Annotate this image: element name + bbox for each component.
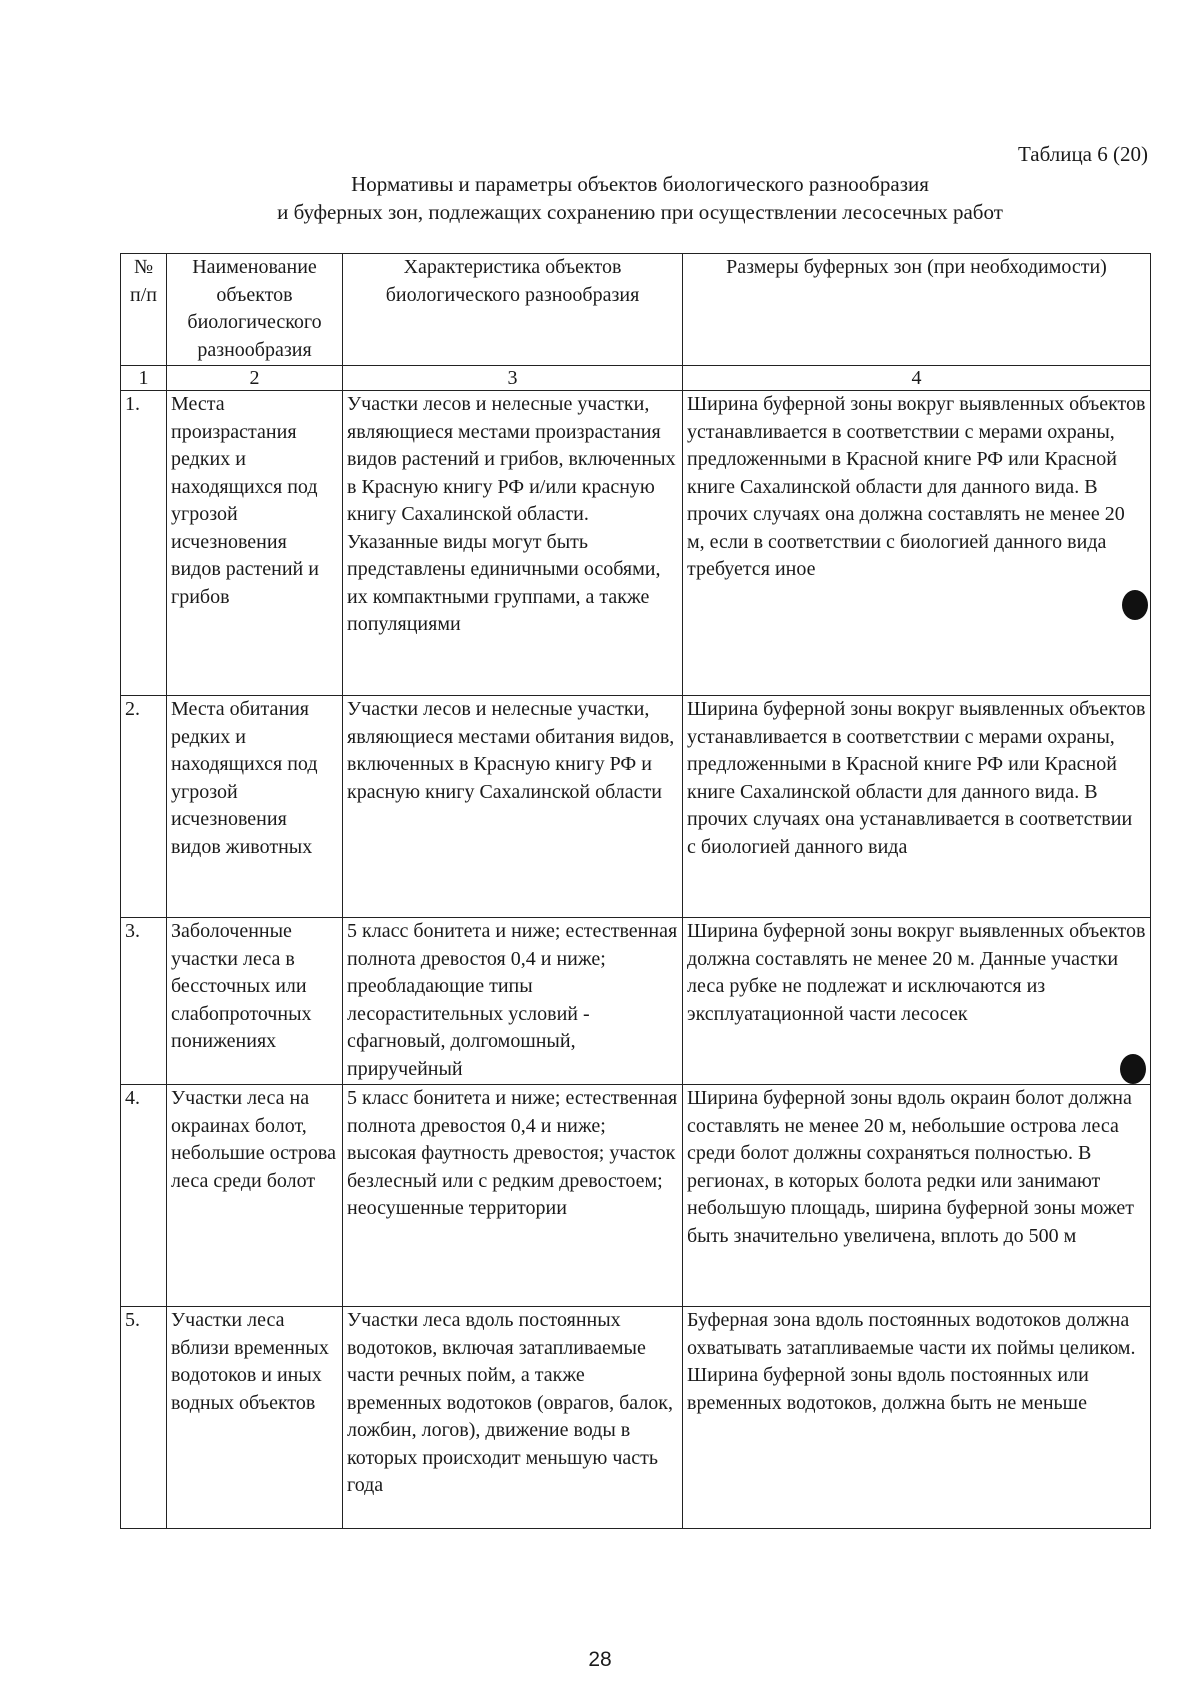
row-characteristic: Участки леса вдоль постоянных водотоков, включая затапливаемые части речных пойм, а также временных водотоков (оврагов, балок, ложбин, логов), движение воды в которых происходит меньшую часть года (343, 1307, 683, 1529)
row-name: Места обитания редких и находящихся под угрозой исчезновения видов животных (167, 696, 343, 918)
table-row (121, 918, 1151, 1085)
column-number: 1 (121, 366, 167, 391)
header-num: № п/п (121, 254, 167, 366)
row-num: 1. (121, 391, 167, 696)
header-buffer: Размеры буферных зон (при необходимости) (683, 254, 1151, 366)
column-number: 3 (343, 366, 683, 391)
title-line-2: и буферных зон, подлежащих сохранению при осуществлении лесосечных работ (277, 200, 1003, 224)
table-row (121, 391, 1151, 696)
row-characteristic: Участки лесов и нелесные участки, являющиеся местами обитания видов, включенных в Красную книгу РФ и красную книгу Сахалинской области (343, 696, 683, 918)
row-characteristic: 5 класс бонитета и ниже; естественная полнота древостоя 0,4 и ниже; преобладающие типы лесорастительных условий - сфагновый, долгомошный, приручейный (343, 918, 683, 1085)
table-row (121, 1307, 1151, 1529)
row-buffer: Ширина буферной зоны вокруг выявленных объектов устанавливается в соответствии с мерами охраны, предложенными в Красной книге РФ или Красной книге Сахалинской области для данного вида. В прочих случаях она устанавливается в соответствии с биологией данного вида (683, 696, 1151, 918)
row-name: Участки леса вблизи временных водотоков и иных водных объектов (167, 1307, 343, 1529)
row-num: 5. (121, 1307, 167, 1529)
row-num: 2. (121, 696, 167, 918)
column-number-row (121, 366, 1151, 391)
table-title (230, 170, 1050, 226)
header-row (121, 254, 1151, 366)
header-characteristic: Характеристика объектов биологического разнообразия (343, 254, 683, 366)
scan-hole-mark (1120, 1054, 1146, 1084)
table-row (121, 1085, 1151, 1307)
row-characteristic: 5 класс бонитета и ниже; естественная полнота древостоя 0,4 и ниже; высокая фаутность древостоя; участок безлесный или с редким древостоем; неосушенные территории (343, 1085, 683, 1307)
row-num: 4. (121, 1085, 167, 1307)
biodiversity-table (120, 253, 1151, 1529)
row-characteristic: Участки лесов и нелесные участки, являющиеся местами произрастания видов растений и грибов, включенных в Красную книгу РФ и/или красную книгу Сахалинской области. Указанные виды могут быть представлены единичными особями, их компактными группами, а также популяциями (343, 391, 683, 696)
row-buffer: Ширина буферной зоны вокруг выявленных объектов устанавливается в соответствии с мерами охраны, предложенными в Красной книге РФ или Красной книге Сахалинской области для данного вида. В прочих случаях она должна составлять не менее 20 м, если в соответствии с биологией данного вида требуется иное (683, 391, 1151, 696)
row-num: 3. (121, 918, 167, 1085)
table-number: Таблица 6 (20) (1017, 142, 1148, 166)
row-name: Места произрастания редких и находящихся под угрозой исчезновения видов растений и грибов (167, 391, 343, 696)
row-name: Заболоченные участки леса в бессточных или слабопроточных понижениях (167, 918, 343, 1085)
header-name: Наименование объектов биологического разнообразия (167, 254, 343, 366)
column-number: 2 (167, 366, 343, 391)
row-buffer: Буферная зона вдоль постоянных водотоков должна охватывать затапливаемые части их поймы целиком. Ширина буферной зоны вдоль постоянных или временных водотоков, должна быть не меньше (683, 1307, 1151, 1529)
page-number: 28 (588, 1648, 612, 1671)
column-number: 4 (683, 366, 1151, 391)
row-name: Участки леса на окраинах болот, небольшие острова леса среди болот (167, 1085, 343, 1307)
row-buffer: Ширина буферной зоны вокруг выявленных объектов должна составлять не менее 20 м. Данные участки леса рубке не подлежат и исключаются из эксплуатационной части лесосек (683, 918, 1151, 1085)
row-buffer: Ширина буферной зоны вдоль окраин болот должна составлять не менее 20 м, небольшие острова леса среди болот должны сохраняться полностью. В регионах, в которых болота редки или занимают небольшую площадь, ширина буферной зоны может быть значительно увеличена, вплоть до 500 м (683, 1085, 1151, 1307)
title-line-1: Нормативы и параметры объектов биологического разнообразия (351, 172, 929, 196)
scan-hole-mark (1122, 590, 1148, 620)
table-row (121, 696, 1151, 918)
